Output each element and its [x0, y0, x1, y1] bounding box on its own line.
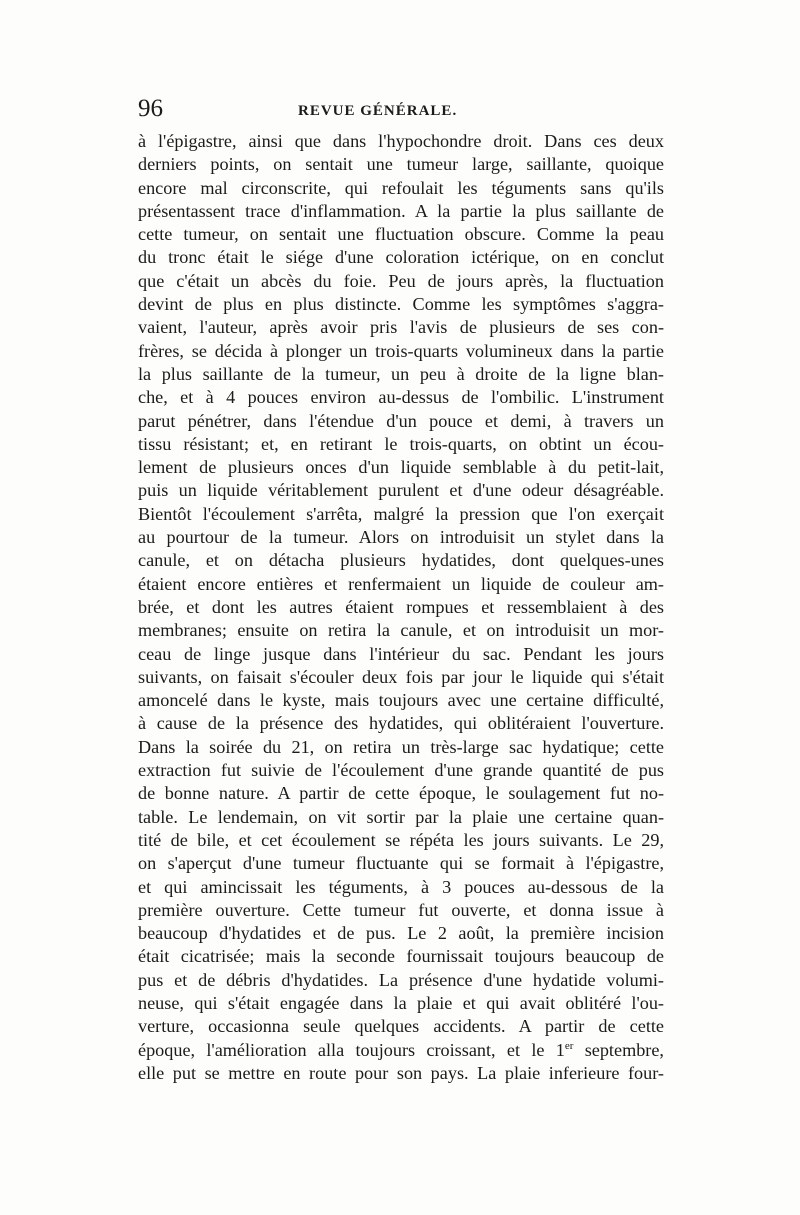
text-line: membranes; ensuite on retira la canule, et on introduisit un mor-: [138, 620, 664, 641]
text-line: à l'épigastre, ainsi que dans l'hypochondre droit. Dans ces deux: [138, 131, 664, 151]
text-line: étaient encore entières et renfermaient un liquide de couleur am-: [138, 573, 664, 594]
text-line: Dans la soirée du 21, on retira un très-large sac hydatique; cette: [138, 736, 664, 757]
text-segment: époque, l'amélioration alla toujours croissant, et le 1: [138, 1039, 565, 1060]
text-line: puis un liquide véritablement purulent et d'une odeur désagréable.: [138, 480, 664, 501]
text-line: Bientôt l'écoulement s'arrêta, malgré la pression que l'on exerçait: [138, 503, 664, 524]
text-line: pus et de débris d'hydatides. La présence d'une hydatide volumi-: [138, 969, 664, 990]
text-line: tité de bile, et cet écoulement se répéta les jours suivants. Le 29,: [138, 829, 664, 850]
text-line: à cause de la présence des hydatides, qui oblitéraient l'ouverture.: [138, 713, 664, 734]
text-line: la plus saillante de la tumeur, un peu à droite de la ligne blan-: [138, 363, 664, 384]
text-line: lement de plusieurs onces d'un liquide semblable à du petit-lait,: [138, 457, 664, 478]
text-line: derniers points, on sentait une tumeur large, saillante, quoique: [138, 154, 664, 175]
text-line: était cicatrisée; mais la seconde fournissait toujours beaucoup de: [138, 946, 664, 967]
journal-title: REVUE GÉNÉRALE.: [298, 103, 458, 119]
text-line: brée, et dont les autres étaient rompues et ressemblaient à des: [138, 596, 664, 617]
text-line: table. Le lendemain, on vit sortir par la plaie une certaine quan-: [138, 806, 664, 827]
text-line: au pourtour de la tumeur. Alors on introduisit un stylet dans la: [138, 527, 664, 548]
body-text: [138, 130, 664, 1085]
text-line: suivants, on faisait s'écouler deux fois par jour le liquide qui s'était: [138, 666, 664, 687]
text-line: présentassent trace d'inflammation. A la partie la plus saillante de: [138, 200, 664, 221]
text-line: canule, et on détacha plusieurs hydatides, dont quelques-unes: [138, 550, 664, 571]
text-line: verture, occasionna seule quelques accidents. A partir de cette: [138, 1016, 664, 1037]
text-line: beaucoup d'hydatides et de pus. Le 2 août, la première incision: [138, 923, 664, 944]
running-head: [138, 94, 666, 124]
text-line: [138, 1039, 664, 1062]
text-line: neuse, qui s'était engagée dans la plaie et qui avait oblitéré l'ou-: [138, 992, 664, 1013]
text-line: du tronc était le siége d'une coloration ictérique, on en conclut: [138, 247, 664, 268]
text-line: que c'était un abcès du foie. Peu de jours après, la fluctuation: [138, 270, 664, 291]
text-segment: septembre,: [573, 1039, 664, 1060]
ordinal-superscript: er: [564, 1039, 574, 1052]
text-line: frères, se décida à plonger un trois-quarts volumineux dans la partie: [138, 340, 664, 361]
text-line: on s'aperçut d'une tumeur fluctuante qui se formait à l'épigastre,: [138, 853, 664, 874]
text-line: encore mal circonscrite, qui refoulait les téguments sans qu'ils: [138, 177, 664, 198]
text-line: parut pénétrer, dans l'étendue d'un pouce et demi, à travers un: [138, 410, 664, 431]
text-line: elle put se mettre en route pour son pays. La plaie inferieure four-: [138, 1062, 664, 1083]
text-line: et qui amincissait les téguments, à 3 pouces au-dessous de la: [138, 876, 664, 897]
text-line: devint de plus en plus distincte. Comme les symptômes s'aggra-: [138, 294, 664, 315]
text-line: che, et à 4 pouces environ au-dessus de l'ombilic. L'instrument: [138, 387, 664, 408]
text-line: tissu résistant; et, en retirant le trois-quarts, on obtint un écou-: [138, 433, 664, 454]
text-line: de bonne nature. A partir de cette époque, le soulagement fut no-: [138, 783, 664, 804]
text-line: première ouverture. Cette tumeur fut ouverte, et donna issue à: [138, 899, 664, 920]
text-line: extraction fut suivie de l'écoulement d'une grande quantité de pus: [138, 760, 664, 781]
text-line: amoncelé dans le kyste, mais toujours avec une certaine difficulté,: [138, 690, 664, 711]
text-line: vaient, l'auteur, après avoir pris l'avis de plusieurs de ses con-: [138, 317, 664, 338]
page-number: 96: [138, 95, 163, 122]
text-line: cette tumeur, on sentait une fluctuation obscure. Comme la peau: [138, 224, 664, 245]
text-line: ceau de linge jusque dans l'intérieur du sac. Pendant les jours: [138, 643, 664, 664]
